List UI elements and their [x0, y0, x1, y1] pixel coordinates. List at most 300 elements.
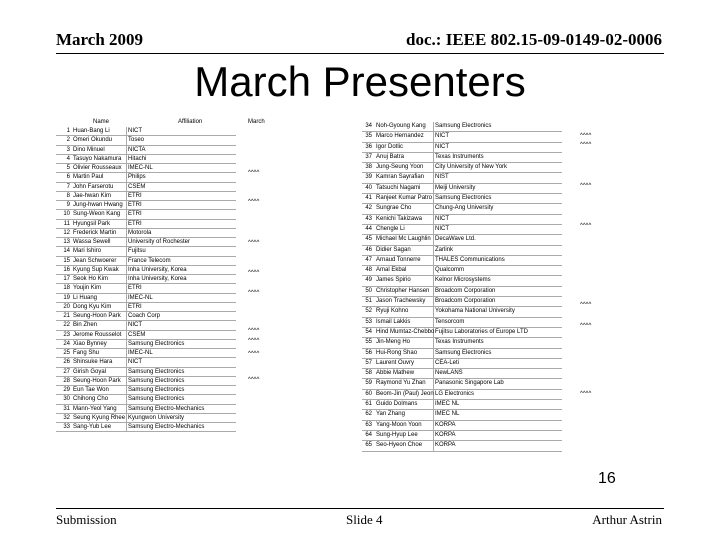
presenter-affiliation: IMEC NL — [435, 411, 460, 418]
footer-rule — [56, 508, 664, 509]
table-row — [56, 155, 236, 164]
presenter-affiliation: Zarlink — [435, 246, 454, 253]
table-row — [56, 294, 236, 303]
row-number: 8 — [66, 192, 70, 199]
row-number: 47 — [365, 256, 372, 263]
presenter-name: Anuj Batra — [376, 153, 405, 160]
presenter-name: Kamran Sayrafian — [376, 174, 425, 181]
row-number: 29 — [63, 387, 70, 393]
table-row — [56, 414, 236, 423]
presenter-name: Wassa Sewell — [73, 239, 111, 245]
row-number: 32 — [63, 414, 70, 421]
column-divider — [126, 414, 127, 422]
table-row — [362, 390, 562, 400]
presenter-name: Christopher Hansen — [376, 287, 430, 294]
table-row — [362, 400, 562, 410]
slide-title: March Presenters — [194, 58, 526, 105]
header-doc-id: doc.: IEEE 802.15-09-0149-02-0006 — [406, 30, 662, 49]
row-number: 30 — [63, 396, 70, 403]
table-row — [362, 173, 562, 183]
row-number: 39 — [365, 174, 372, 181]
row-number: 11 — [63, 220, 70, 227]
column-divider — [433, 256, 434, 265]
row-number: 19 — [63, 294, 70, 301]
table-row — [56, 247, 236, 256]
presenter-affiliation: City University of New York — [435, 164, 508, 171]
table-row — [56, 164, 236, 173]
table-row — [362, 215, 562, 225]
row-number: 5 — [66, 165, 70, 171]
row-number: 3 — [66, 146, 70, 153]
table-row — [362, 328, 562, 338]
presenter-affiliation: Kelnor Microsystems — [435, 277, 491, 284]
table-row — [362, 349, 562, 359]
row-number: 57 — [365, 359, 372, 366]
table-row — [362, 204, 562, 214]
presenter-name: Jung-Seung Yoon — [376, 164, 424, 171]
march-mark: ^^^^ — [580, 142, 592, 148]
header-date: March 2009 — [56, 30, 144, 49]
table-row — [56, 340, 236, 349]
row-number: 51 — [365, 298, 372, 305]
march-mark: ^^^^ — [248, 338, 260, 344]
table-row — [56, 312, 236, 321]
presenter-affiliation: Chung-Ang University — [435, 205, 494, 212]
column-divider — [126, 257, 127, 265]
presenter-name: Kenichi Takizawa — [376, 215, 422, 222]
column-divider — [126, 127, 127, 135]
row-number: 9 — [66, 202, 70, 208]
column-divider — [433, 122, 434, 131]
presenter-name: Jae-hwan Kim — [73, 192, 112, 199]
table-row — [362, 379, 562, 389]
column-header-affiliation: Affiliation — [178, 119, 203, 125]
row-number: 59 — [365, 380, 372, 387]
footer-author: Arthur Astrin — [592, 512, 662, 527]
column-divider — [126, 377, 127, 385]
table-row — [362, 153, 562, 163]
presenter-name: Ranjeet Kumar Patro — [376, 195, 433, 202]
column-divider — [433, 421, 434, 430]
table-row — [56, 266, 236, 275]
presenter-name: Hui-Rong Shao — [376, 349, 418, 356]
footer-submission: Submission — [56, 512, 117, 527]
table-row — [56, 220, 236, 229]
table-row — [362, 421, 562, 431]
presenter-affiliation: Kyungwon University — [128, 414, 185, 421]
row-number: 42 — [365, 205, 372, 212]
row-number: 10 — [63, 211, 70, 218]
presenter-name: Hind Mumtaz-Chebbo — [376, 328, 435, 335]
table-row — [362, 143, 562, 153]
presenter-affiliation: Samsung Electronics — [435, 349, 492, 356]
presenter-affiliation: Hitachi — [128, 155, 147, 162]
presenter-name: Seok Ho Kim — [73, 276, 109, 282]
column-divider — [126, 340, 127, 348]
table-row — [56, 201, 236, 210]
column-divider — [126, 247, 127, 255]
presenter-name: Michael Mc Laughlin — [376, 236, 431, 243]
column-header-name: Name — [93, 119, 110, 125]
march-mark: ^^^^ — [248, 377, 260, 383]
presenter-affiliation: Broadcom Corporation — [435, 287, 496, 294]
row-number: 4 — [66, 155, 70, 162]
table-row — [362, 122, 562, 132]
presenter-name: Tatsuchi Nagami — [376, 184, 421, 191]
table-row — [56, 386, 236, 395]
row-number: 40 — [365, 184, 372, 191]
row-number: 22 — [63, 322, 70, 329]
column-divider — [126, 164, 127, 172]
column-divider — [433, 266, 434, 275]
table-row — [56, 284, 236, 293]
row-number: 62 — [365, 411, 372, 418]
presenter-name: Shinsuke Hara — [73, 359, 113, 366]
presenter-name: Xiao Bynney — [73, 340, 107, 347]
table-row — [362, 369, 562, 379]
presenter-name: Jean Schwoerer — [73, 257, 117, 264]
column-divider — [126, 358, 127, 366]
column-divider — [433, 338, 434, 347]
presenter-affiliation: CSEM — [128, 331, 146, 338]
presenter-affiliation: ETRI — [128, 303, 142, 310]
column-divider — [126, 349, 127, 357]
presenter-name: Seung-Hoon Park — [73, 313, 121, 319]
row-number: 44 — [365, 225, 372, 232]
presenter-affiliation: IMEC NL — [435, 401, 460, 408]
row-number: 27 — [63, 368, 70, 375]
row-number: 26 — [63, 359, 70, 366]
table-row — [56, 331, 236, 340]
presenter-affiliation: DecaWave Ltd. — [435, 236, 476, 243]
presenter-affiliation: NICT — [128, 359, 142, 366]
column-divider — [433, 173, 434, 182]
column-divider — [126, 312, 127, 320]
column-divider — [433, 163, 434, 172]
table-row — [56, 349, 236, 358]
column-divider — [433, 441, 434, 450]
presenter-affiliation: NICT — [435, 215, 449, 222]
presenter-name: Abbie Mathew — [376, 370, 415, 377]
table-row — [56, 146, 236, 155]
table-row — [56, 238, 236, 247]
presenter-name: Noh-Gyoung Kang — [376, 123, 426, 129]
table-row — [56, 368, 236, 377]
column-divider — [126, 386, 127, 394]
row-number: 24 — [63, 340, 70, 347]
column-divider — [126, 395, 127, 403]
row-number: 35 — [365, 133, 372, 140]
presenter-name: Chengle Li — [376, 225, 405, 232]
row-number: 7 — [66, 183, 70, 190]
row-number: 33 — [63, 424, 70, 430]
presenter-affiliation: KORPA — [435, 431, 456, 438]
presenter-affiliation: France Telecom — [128, 257, 171, 264]
column-divider — [126, 266, 127, 274]
row-number: 25 — [63, 350, 70, 356]
table-row — [56, 405, 236, 414]
table-row — [362, 132, 562, 142]
presenter-affiliation: ETRI — [128, 211, 142, 218]
row-number: 49 — [365, 277, 372, 284]
presenter-name: Fang Shu — [73, 350, 100, 356]
table-row — [56, 210, 236, 219]
column-divider — [126, 192, 127, 200]
column-divider — [433, 307, 434, 316]
march-mark: ^^^^ — [248, 270, 260, 276]
table-row — [362, 266, 562, 276]
table-row — [362, 318, 562, 328]
presenter-affiliation: Samsung Electronics — [128, 368, 185, 375]
presenter-affiliation: ETRI — [128, 192, 142, 199]
column-divider — [433, 410, 434, 419]
row-number: 13 — [63, 239, 70, 245]
presenter-name: Yang-Moon Yoon — [376, 421, 422, 428]
presenter-name: Mann-Yeol Yang — [73, 405, 117, 412]
row-number: 37 — [365, 153, 372, 160]
presenter-name: Sung-Weon Kang — [73, 211, 121, 218]
presenter-affiliation: Coach Corp — [128, 313, 161, 319]
table-row — [56, 377, 236, 386]
presenter-affiliation: Qualcomm — [435, 267, 465, 274]
table-row — [362, 235, 562, 245]
presenter-affiliation: Meiji University — [435, 184, 476, 191]
presenter-name: Sung-Hyup Lee — [376, 431, 418, 438]
row-number: 14 — [63, 248, 70, 255]
table-row — [362, 410, 562, 420]
presenter-name: Sang-Yub Lee — [73, 424, 112, 430]
row-number: 64 — [365, 431, 372, 438]
presenter-affiliation: Fujitsu Laboratories of Europe LTD — [435, 328, 528, 335]
march-mark: ^^^^ — [248, 170, 260, 176]
march-mark: ^^^^ — [248, 199, 260, 205]
march-mark: ^^^^ — [580, 391, 592, 397]
presenter-name: Tasuyo Nakamura — [73, 155, 122, 162]
table-row — [56, 192, 236, 201]
row-number: 21 — [63, 313, 70, 319]
march-mark: ^^^^ — [580, 302, 592, 308]
presenter-affiliation: THALES Communications — [435, 256, 505, 263]
presenter-affiliation: NICT — [435, 143, 449, 150]
march-mark: ^^^^ — [580, 323, 592, 329]
table-row — [362, 441, 562, 451]
row-number: 46 — [365, 246, 372, 253]
presenter-name: Ismail Lakkis — [376, 318, 411, 325]
header-rule — [56, 53, 664, 54]
presenter-affiliation: Samsung Electro-Mechanics — [128, 424, 205, 430]
presenter-name: Youjin Kim — [73, 285, 102, 292]
row-number: 1 — [66, 128, 70, 134]
march-mark: ^^^^ — [248, 290, 260, 296]
table-row — [362, 194, 562, 204]
column-divider — [433, 225, 434, 234]
presenter-affiliation: ETRI — [128, 202, 142, 208]
column-divider — [126, 294, 127, 302]
presenter-name: Beom-Jin (Paul) Jeon — [376, 390, 434, 397]
column-divider — [433, 431, 434, 440]
presenter-name: Li Huang — [73, 294, 98, 301]
table-row — [362, 184, 562, 194]
presenter-name: Seo-Hyeon Choe — [376, 442, 423, 449]
table-row — [362, 225, 562, 235]
presenter-affiliation: Yokohama National University — [435, 308, 515, 315]
presenter-affiliation: Samsung Electro-Mechanics — [128, 405, 205, 412]
row-number: 15 — [63, 257, 70, 264]
presenter-affiliation: IMEC-NL — [128, 294, 153, 301]
column-divider — [126, 210, 127, 218]
column-divider — [433, 132, 434, 141]
presenter-affiliation: Inha University, Korea — [128, 276, 187, 282]
presenter-affiliation: Fujitsu — [128, 248, 146, 255]
presenter-name: Jin-Meng Ho — [376, 339, 411, 346]
column-divider — [126, 173, 127, 181]
presenter-name: Girish Goyal — [73, 368, 107, 375]
row-number: 28 — [63, 377, 70, 384]
presenter-affiliation: NICT — [128, 128, 142, 134]
presenter-affiliation: NICT — [435, 133, 449, 140]
column-header-march: March — [248, 119, 265, 125]
column-divider — [126, 183, 127, 191]
presenter-name: Didier Sagan — [376, 246, 411, 253]
row-number: 54 — [365, 328, 372, 335]
column-divider — [126, 229, 127, 237]
presenter-name: Sungrae Cho — [376, 205, 412, 212]
presenter-name: James Spirio — [376, 277, 411, 284]
presenter-name: Ryuji Kohno — [376, 308, 409, 315]
table-row — [56, 257, 236, 266]
column-divider — [433, 276, 434, 285]
presenter-name: John Farserotu — [73, 183, 114, 190]
presenter-name: Yan Zhang — [376, 411, 405, 418]
row-number: 58 — [365, 370, 372, 377]
presenter-affiliation: Samsung Electronics — [128, 340, 185, 347]
column-divider — [126, 321, 127, 329]
presenter-name: Eun Tae Won — [73, 387, 109, 393]
column-divider — [433, 184, 434, 193]
presenter-affiliation: NewLANS — [435, 370, 463, 377]
presenter-name: Dong Kyu Kim — [73, 303, 112, 310]
table-row — [56, 136, 236, 145]
row-number: 12 — [63, 229, 70, 236]
presenter-affiliation: KORPA — [435, 421, 456, 428]
column-divider — [126, 155, 127, 163]
row-number: 2 — [66, 137, 70, 144]
march-mark: ^^^^ — [580, 133, 592, 139]
march-mark: ^^^^ — [248, 351, 260, 357]
presenters-table-right — [362, 122, 562, 452]
table-row — [56, 321, 236, 330]
table-row — [56, 127, 236, 136]
row-number: 48 — [365, 267, 372, 274]
table-row — [362, 256, 562, 266]
page-number: 16 — [598, 470, 616, 487]
presenter-name: Seung-Hoon Park — [73, 377, 121, 384]
presenter-affiliation: Samsung Electronics — [128, 377, 185, 384]
table-row — [56, 229, 236, 238]
presenter-name: Laurent Ouvry — [376, 359, 415, 366]
presenter-name: Guido Dolmans — [376, 401, 418, 408]
table-row — [362, 163, 562, 173]
presenter-affiliation: KORPA — [435, 442, 456, 449]
row-number: 43 — [365, 215, 372, 222]
table-row — [362, 246, 562, 256]
column-divider — [126, 136, 127, 144]
row-number: 55 — [365, 339, 372, 346]
presenter-affiliation: CEA-Leti — [435, 359, 460, 366]
presenter-name: Jason Trachewsky — [376, 298, 426, 305]
presenter-name: Hyungsil Park — [73, 220, 111, 227]
column-divider — [433, 153, 434, 162]
presenter-affiliation: Motorola — [128, 229, 152, 236]
row-number: 34 — [365, 123, 372, 129]
row-number: 63 — [365, 421, 372, 428]
presenter-name: Amal Ekbal — [376, 267, 407, 274]
presenters-table-left — [56, 127, 236, 432]
presenter-name: Mari Ishiro — [73, 248, 102, 255]
presenter-affiliation: Samsung Electronics — [435, 123, 492, 129]
table-row — [56, 395, 236, 404]
column-divider — [433, 287, 434, 296]
column-divider — [433, 349, 434, 358]
table-row — [362, 287, 562, 297]
table-row — [56, 173, 236, 182]
presenter-name: Marco Hernandez — [376, 133, 424, 140]
column-divider — [433, 369, 434, 378]
presenter-affiliation: IMEC-NL — [128, 165, 153, 171]
presenter-name: Olivier Rousseaux — [73, 165, 122, 171]
column-divider — [433, 204, 434, 213]
row-number: 38 — [365, 164, 372, 171]
presenter-affiliation: Samsung Electronics — [128, 387, 185, 393]
row-number: 23 — [63, 331, 70, 338]
table-row — [362, 297, 562, 307]
table-row — [56, 303, 236, 312]
table-row — [362, 359, 562, 369]
row-number: 50 — [365, 287, 372, 294]
column-divider — [433, 143, 434, 152]
table-row — [56, 423, 236, 432]
presenter-affiliation: CSEM — [128, 183, 146, 190]
presenter-affiliation: Texas Instruments — [435, 153, 484, 160]
row-number: 65 — [365, 442, 372, 449]
column-divider — [126, 331, 127, 339]
presenter-affiliation: Texas Instruments — [435, 339, 484, 346]
presenter-affiliation: Broadcom Corporation — [435, 298, 496, 305]
march-mark: ^^^^ — [580, 223, 592, 229]
presenter-name: Kyung Sup Kwak — [73, 266, 119, 273]
column-divider — [126, 368, 127, 376]
column-divider — [126, 275, 127, 283]
presenter-affiliation: Philips — [128, 174, 146, 181]
column-divider — [433, 297, 434, 306]
presenter-affiliation: Inha University, Korea — [128, 266, 187, 273]
presenter-name: Raymond Yu Zhan — [376, 380, 426, 387]
column-divider — [126, 238, 127, 246]
column-divider — [126, 284, 127, 292]
row-number: 36 — [365, 143, 372, 150]
row-number: 31 — [63, 405, 70, 412]
presenter-name: Frederick Martin — [73, 229, 117, 236]
presenter-affiliation: NICTA — [128, 146, 146, 153]
presenter-name: Seung Kyung Rhee — [73, 414, 126, 421]
column-divider — [433, 235, 434, 244]
row-number: 18 — [63, 285, 70, 292]
row-number: 60 — [365, 390, 372, 397]
column-divider — [433, 318, 434, 327]
presenter-affiliation: Panasonic Singapore Lab — [435, 380, 504, 387]
column-divider — [433, 194, 434, 203]
column-divider — [433, 359, 434, 368]
